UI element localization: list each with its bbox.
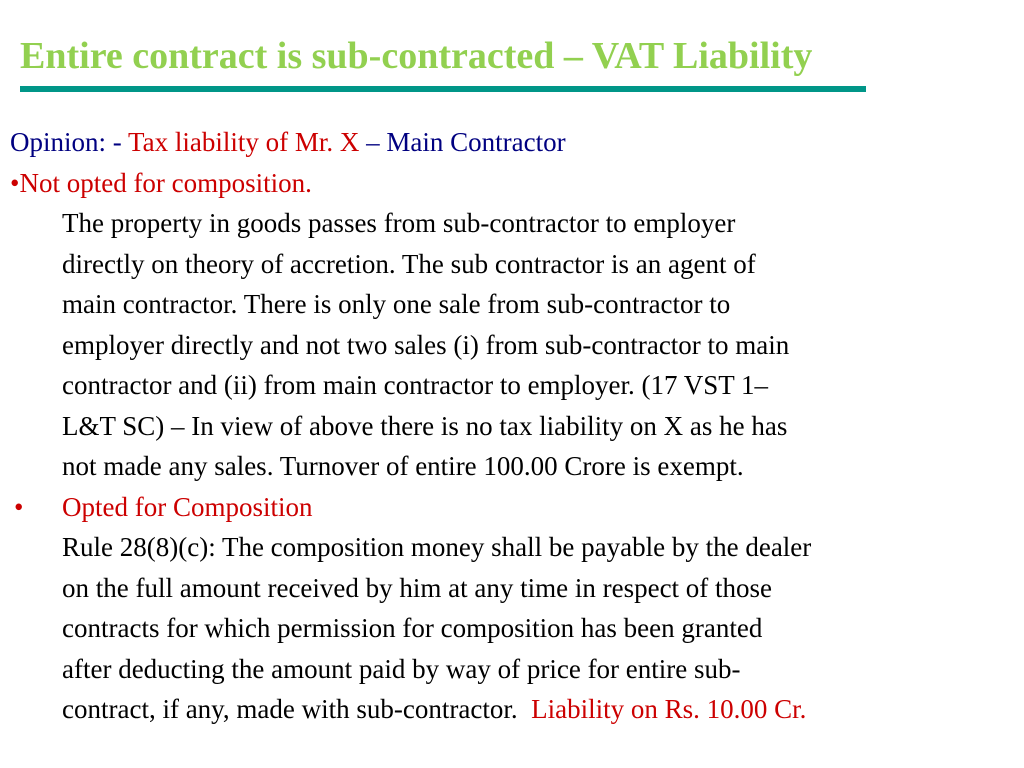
point1-line: employer directly and not two sales (i) from sub-contractor to main — [62, 329, 790, 360]
opinion-red-text: Tax liability of Mr. X — [128, 127, 360, 157]
title-underline — [20, 86, 866, 92]
point1-heading-line — [10, 163, 1020, 204]
point2-heading: Opted for Composition — [62, 491, 313, 522]
point2-last-line — [10, 689, 1020, 730]
point2-line: Rule 28(8)(c): The composition money shall be payable by the dealer — [62, 532, 812, 562]
point1-line: contractor and (ii) from main contractor to employer. (17 VST 1– — [62, 370, 769, 400]
point2-heading-line — [10, 487, 1020, 528]
point2-line: contracts for which permission for composition has been granted — [62, 613, 763, 643]
point2-line: on the full amount received by him at any time in respect of those — [62, 572, 773, 603]
point1-line: main contractor. There is only one sale from sub-contractor to — [62, 289, 731, 319]
point1-line: directly on theory of accretion. The sub contractor is an agent of — [62, 248, 756, 279]
slide-body — [10, 122, 1020, 730]
opinion-main-contractor: – Main Contractor — [359, 127, 566, 157]
point1-line: L&T SC) – In view of above there is no tax liability on X as he has — [62, 410, 788, 441]
point1-line: The property in goods passes from sub-contractor to employer — [62, 208, 736, 238]
liability-amount: Liability on Rs. 10.00 Cr. — [531, 694, 807, 724]
point2-bullet: • — [14, 491, 24, 522]
point2-last-text: contract, if any, made with sub-contractor. — [62, 694, 532, 724]
slide-title: Entire contract is sub-contracted – VAT Liability — [20, 35, 813, 77]
point1-heading: Not opted for composition. — [19, 167, 312, 198]
point2-line: after deducting the amount paid by way of price for entire sub- — [62, 653, 741, 684]
opinion-line — [10, 122, 1020, 163]
point1-line: not made any sales. Turnover of entire 100.00 Crore is exempt. — [62, 451, 744, 481]
opinion-prefix: Opinion: - — [10, 127, 129, 157]
point1-bullet: • — [10, 167, 20, 198]
